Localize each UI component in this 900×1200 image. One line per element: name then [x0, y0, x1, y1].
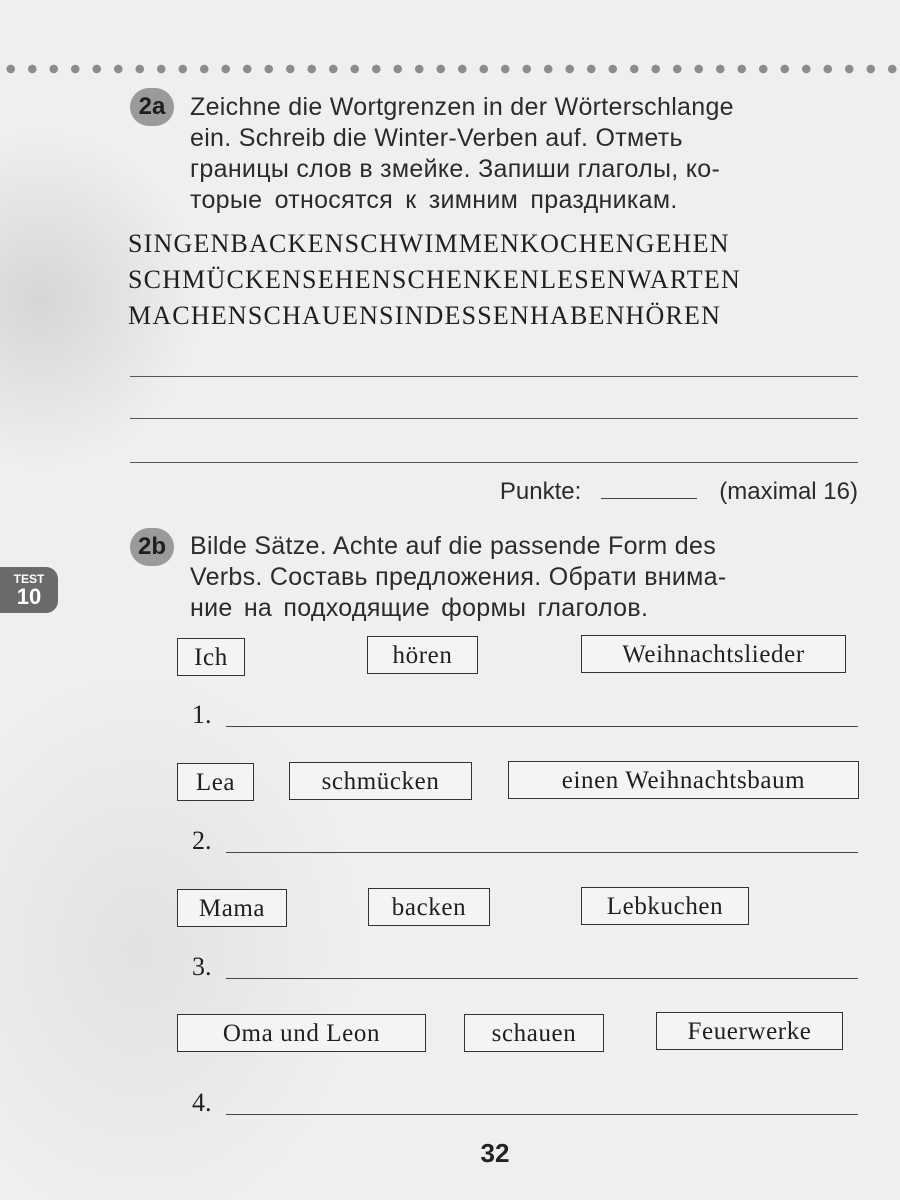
answer-line[interactable]: [130, 462, 858, 463]
writing-line: [226, 1114, 858, 1115]
word-card[interactable]: Lea: [177, 763, 254, 801]
task-2b-instruction: [190, 531, 860, 624]
word-snake-line: MACHENSCHAUENSINDESSENHABENHÖREN: [128, 301, 722, 330]
points-blank[interactable]: [601, 478, 697, 499]
writing-line: [226, 978, 858, 979]
sentence-line-4[interactable]: [192, 1088, 858, 1124]
sentence-line-1[interactable]: [192, 700, 858, 736]
sentence-number: 3.: [192, 952, 212, 981]
sentence-line-3[interactable]: [192, 952, 858, 988]
task-2b-badge: 2b: [130, 528, 174, 566]
word-card[interactable]: schauen: [464, 1014, 604, 1052]
instruction-line: Bilde Sätze. Achte auf die passende Form des: [190, 532, 717, 560]
test-tab-label: TEST: [13, 572, 45, 586]
word-snake-line: SINGENBACKENSCHWIMMENKOCHENGEHEN: [128, 229, 730, 258]
instruction-line: торые относятся к зимним праздникам.: [190, 186, 678, 214]
word-card[interactable]: Ich: [177, 638, 245, 676]
word-card[interactable]: backen: [368, 888, 490, 926]
instruction-line: ein. Schreib die Winter-Verben auf. Отметь: [190, 124, 683, 152]
points-max: (maximal 16): [719, 478, 858, 505]
sentence-line-2[interactable]: [192, 826, 858, 862]
sentence-number: 4.: [192, 1088, 212, 1117]
test-tab: [0, 567, 58, 613]
task-2a-instruction: [190, 92, 860, 216]
sentence-number: 1.: [192, 700, 212, 729]
instruction-line: границы слов в змейке. Запиши глаголы, ко-: [190, 155, 721, 183]
word-card[interactable]: schmücken: [289, 762, 472, 800]
word-card[interactable]: einen Weihnachtsbaum: [508, 761, 859, 799]
instruction-line: ние на подходящие формы глаголов.: [190, 594, 649, 622]
word-card[interactable]: Lebkuchen: [581, 887, 749, 925]
answer-line[interactable]: [130, 418, 858, 419]
word-snake: [128, 226, 868, 334]
word-snake-line: SCHMÜCKENSEHENSCHENKENLESENWARTEN: [128, 265, 741, 294]
points-label: Punkte:: [499, 478, 582, 505]
instruction-line: Verbs. Составь предложения. Обрати внима-: [190, 563, 727, 591]
task-2a-badge: 2a: [130, 88, 174, 126]
test-tab-number: 10: [16, 584, 42, 609]
sentence-number: 2.: [192, 826, 212, 855]
dotted-border: [0, 62, 900, 76]
points-row: [500, 478, 858, 506]
word-card[interactable]: hören: [367, 636, 478, 674]
instruction-line: Zeichne die Wortgrenzen in der Wörterschlange: [190, 93, 734, 121]
writing-line: [226, 726, 858, 727]
word-card[interactable]: Feuerwerke: [656, 1012, 843, 1050]
word-card[interactable]: Oma und Leon: [177, 1014, 426, 1052]
page-number: 32: [480, 1138, 510, 1168]
writing-line: [226, 852, 858, 853]
answer-line[interactable]: [130, 376, 858, 377]
word-card[interactable]: Mama: [177, 889, 287, 927]
word-card[interactable]: Weihnachtslieder: [581, 635, 846, 673]
